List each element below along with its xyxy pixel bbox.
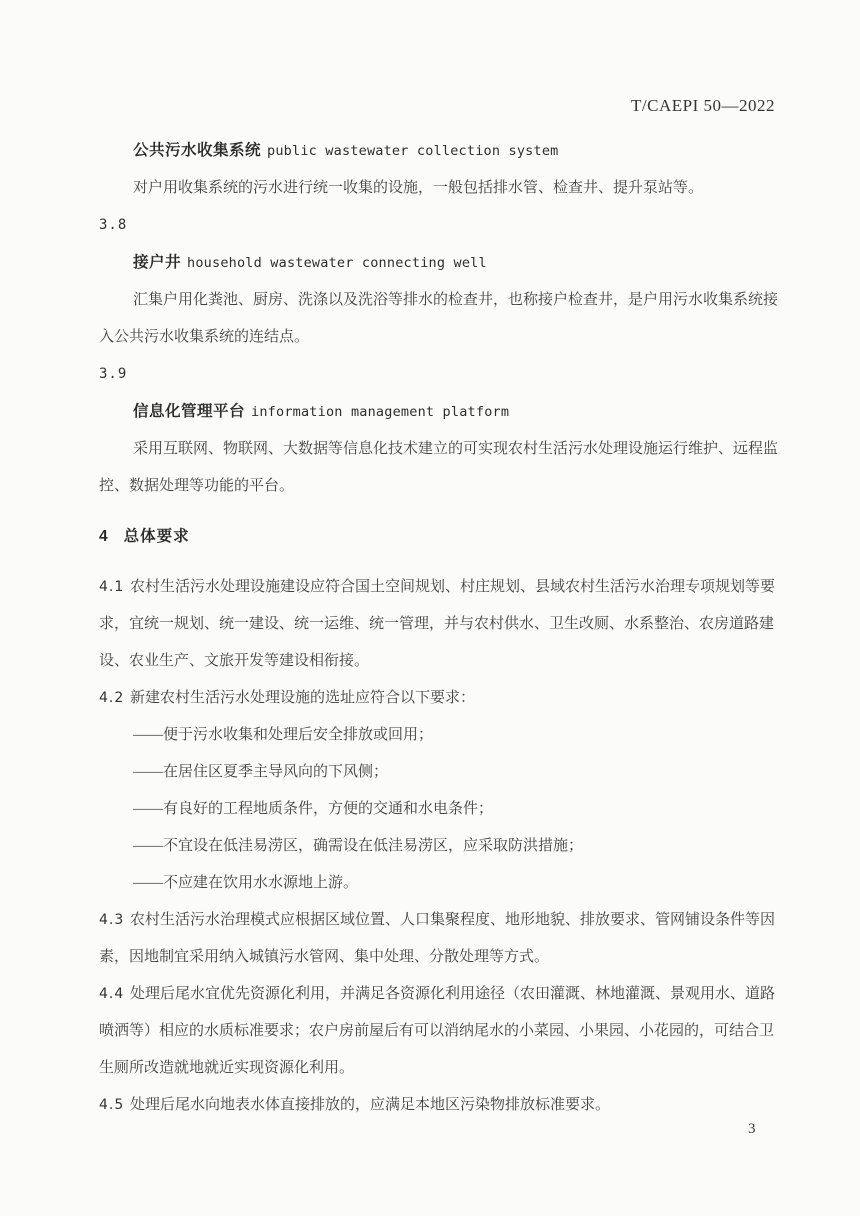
clause-line: 4.4 处理后尾水宜优先资源化利用，并满足各资源化利用途径（农田灌溉、林地灌溉、景观用水、道路 [99, 976, 777, 1013]
clause-line: 素，因地制宜采用纳入城镇污水管网、集中处理、分散处理等方式。 [99, 949, 550, 965]
clause-number: 4.5 [99, 1097, 125, 1113]
standard-number: T/CAEPI 50—2022 [631, 96, 775, 115]
term-heading [99, 132, 777, 170]
term-name-en: public wastewater collection system [267, 143, 559, 159]
clause-line: 求，宜统一规划、统一建设、统一运维、统一管理，并与农村供水、卫生改厕、水系整治、农房道路建 [99, 616, 775, 632]
list-item-line: ——不宜设在低洼易涝区，确需设在低洼易涝区，应采取防洪措施； [133, 838, 584, 854]
clause-number: 4.4 [99, 986, 125, 1002]
term-definition-line: 对户用收集系统的污水进行统一收集的设施，一般包括排水管、检查井、提升泵站等。 [133, 180, 704, 196]
term-name-cn: 公共污水收集系统 [133, 142, 262, 159]
term-heading [99, 393, 777, 431]
clause-line: 4.1 农村生活污水处理设施建设应符合国土空间规划、村庄规划、县域农村生活污水治理专项规划等要 [99, 569, 777, 606]
section-heading [99, 518, 777, 556]
clause-line: 设、农业生产、文旅开发等建设相衔接。 [99, 653, 370, 669]
term-definition-line: 控、数据处理等功能的平台。 [99, 478, 295, 494]
section-title: 总体要求 [123, 528, 190, 545]
term-name-en: household wastewater connecting well [187, 255, 487, 271]
term-definition-line: 入公共污水收集系统的连结点。 [99, 329, 310, 345]
clause-line: 4.5 处理后尾水向地表水体直接排放的，应满足本地区污染物排放标准要求。 [99, 1087, 777, 1124]
term-heading [99, 244, 777, 282]
list-item-line: ——不应建在饮用水水源地上游。 [133, 875, 359, 891]
clause-number: 4.3 [99, 912, 125, 928]
term-name-cn: 接户井 [133, 254, 182, 271]
term-definition-line: 采用互联网、物联网、大数据等信息化技术建立的可实现农村生活污水处理设施运行维护、远程监 [133, 441, 779, 457]
term-name-cn: 信息化管理平台 [133, 403, 246, 420]
term-number: 3.8 [99, 217, 128, 233]
list-item-line: ——便于污水收集和处理后安全排放或回用； [133, 727, 434, 743]
clause-line: 喷洒等）相应的水质标准要求；农户房前屋后有可以消纳尾水的小菜园、小果园、小花园的，可结合卫 [99, 1023, 775, 1039]
clause-number: 4.2 [99, 690, 125, 706]
list-item-line: ——有良好的工程地质条件，方便的交通和水电条件； [133, 801, 494, 817]
term-definition-line: 汇集户用化粪池、厨房、洗涤以及洗浴等排水的检查井，也称接户检查井，是户用污水收集系统接 [133, 292, 779, 308]
document-body [99, 132, 777, 1124]
clause-number: 4.1 [99, 579, 125, 595]
clause-line: 生厕所改造就地就近实现资源化利用。 [99, 1060, 355, 1076]
clause-line: 4.2 新建农村生活污水处理设施的选址应符合以下要求： [99, 680, 777, 717]
clause-line: 4.3 农村生活污水治理模式应根据区域位置、人口集聚程度、地形地貌、排放要求、管网铺设条件等因 [99, 902, 777, 939]
page-number: 3 [748, 1121, 756, 1137]
term-name-en: information management platform [251, 404, 510, 420]
term-number: 3.9 [99, 366, 128, 382]
list-item-line: ——在居住区夏季主导风向的下风侧； [133, 764, 389, 780]
section-number: 4 [99, 528, 108, 545]
